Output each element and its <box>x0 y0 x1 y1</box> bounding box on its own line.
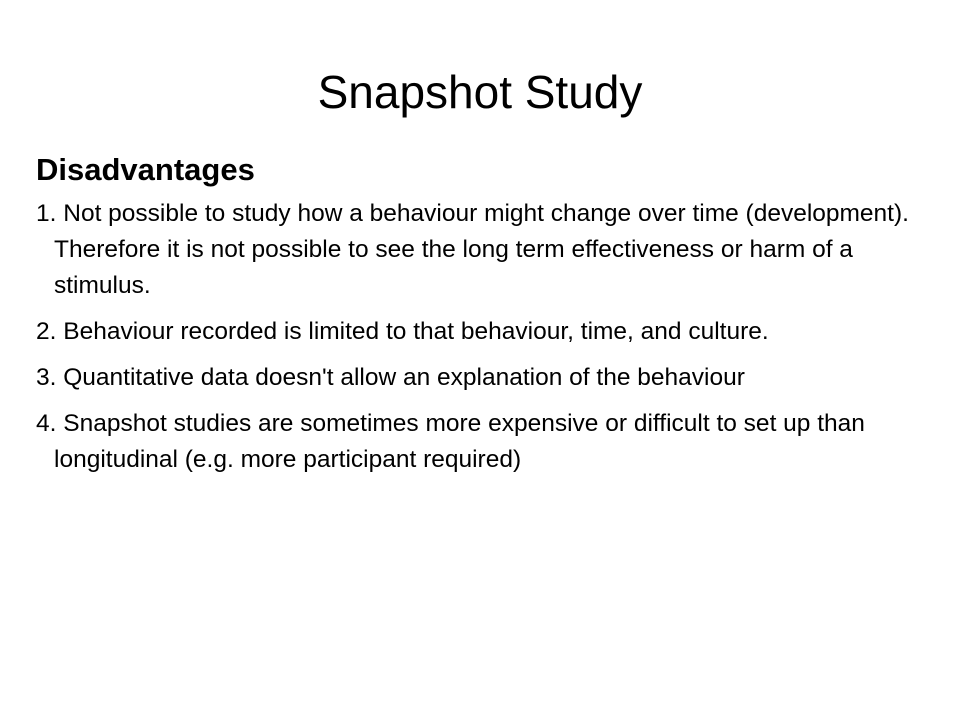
item-number: 3. <box>36 364 57 391</box>
subheading: Disadvantages <box>36 152 255 187</box>
list-item <box>36 314 941 350</box>
item-text: Not possible to study how a behaviour might change over time (development). Therefore it is not possible to see the long term effectiveness or harm of a stimulus. <box>54 200 909 299</box>
slide-content <box>36 148 941 488</box>
item-text: Behaviour recorded is limited to that behaviour, time, and culture. <box>63 318 769 345</box>
item-number: 2. <box>36 318 57 345</box>
list-item <box>36 406 941 478</box>
list-item <box>36 360 941 396</box>
item-number: 1. <box>36 200 57 227</box>
list-item <box>36 196 941 304</box>
item-text: Quantitative data doesn't allow an explanation of the behaviour <box>63 364 745 391</box>
item-text: Snapshot studies are sometimes more expensive or difficult to set up than longitudinal (e.g. more participant required) <box>54 410 865 473</box>
slide-title: Snapshot Study <box>317 66 643 118</box>
item-number: 4. <box>36 410 57 437</box>
